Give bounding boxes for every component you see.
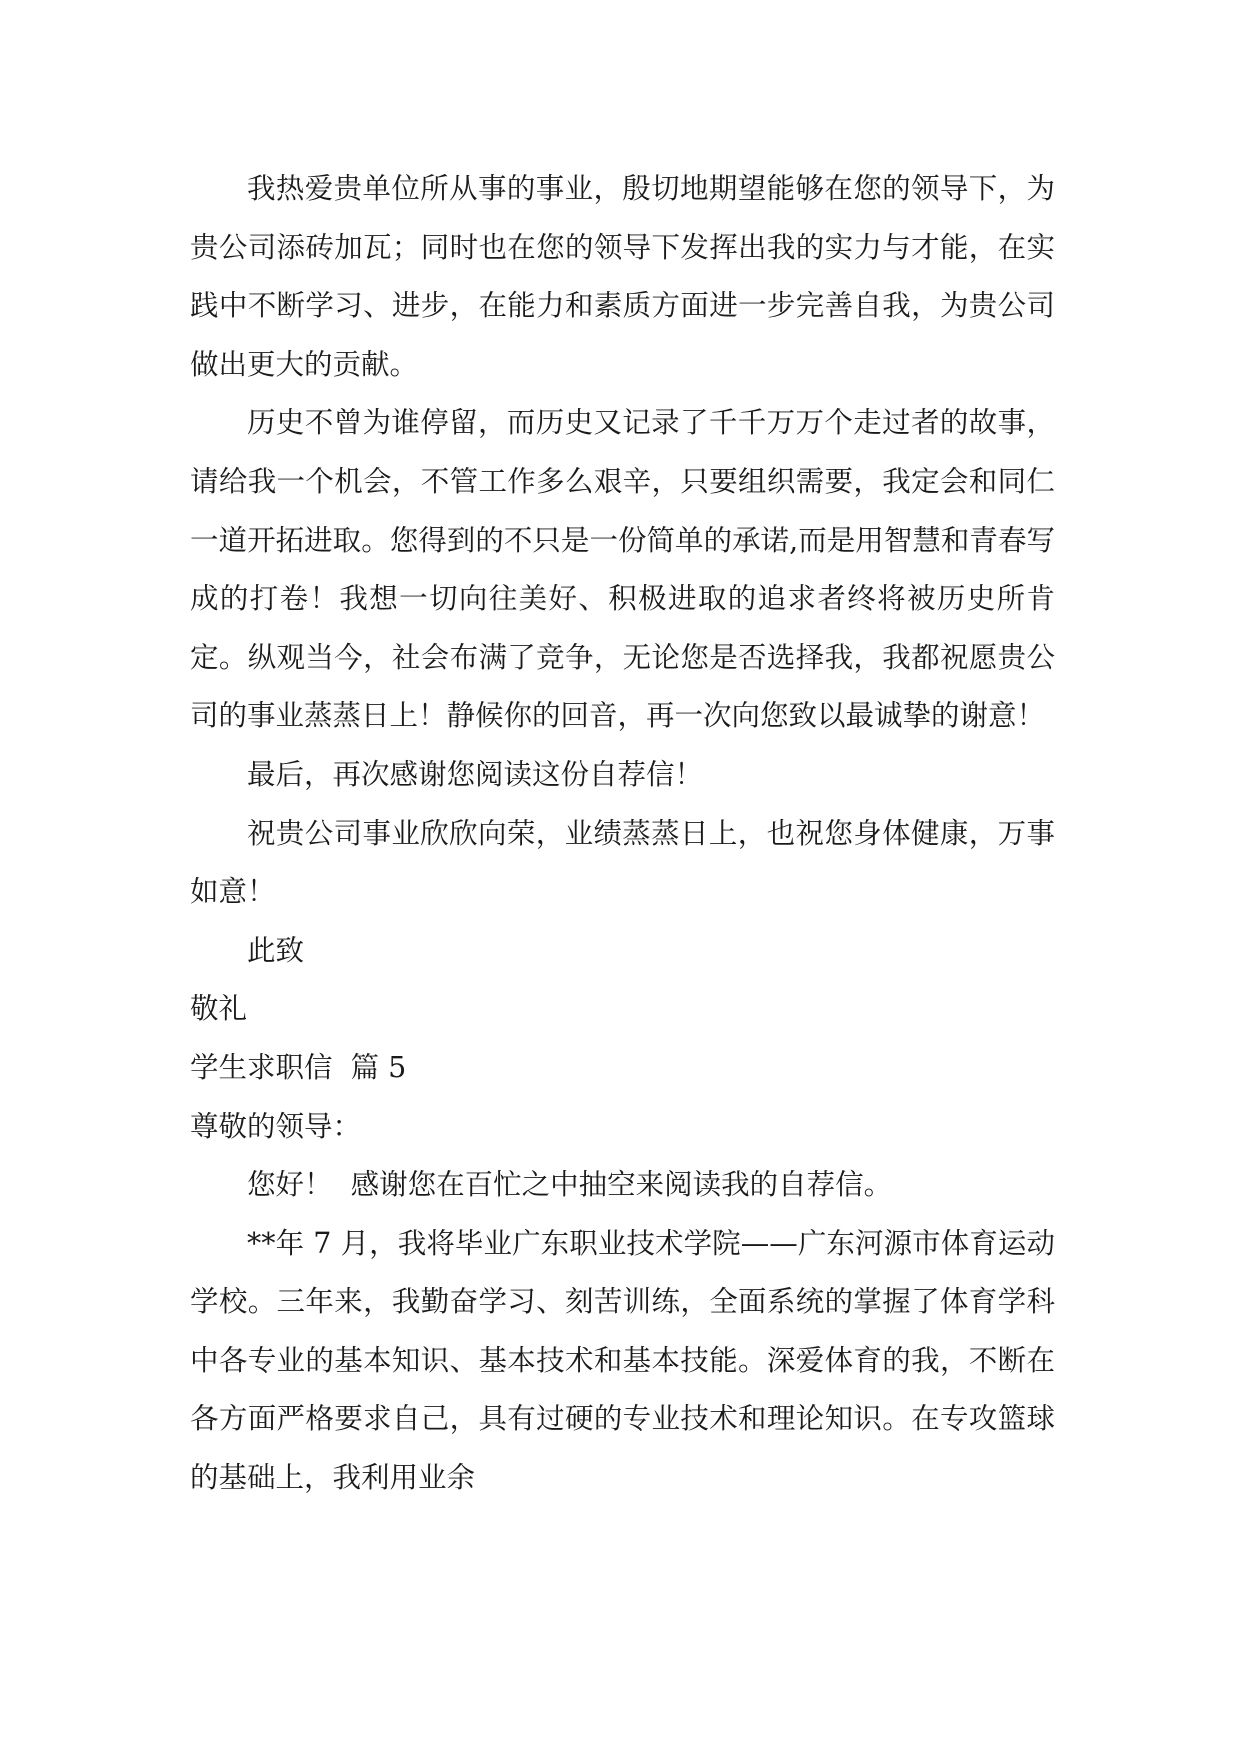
paragraph-dedication: 我热爱贵单位所从事的事业，殷切地期望能够在您的领导下，为贵公司添砖加瓦；同时也在您的领导下发挥出我的实力与才能，在实践中不断学习、进步，在能力和素质方面进一步完善自我，为贵公司做出更大的贡献。 xyxy=(190,172,1055,381)
closing-cizhi: 此致 xyxy=(247,933,305,967)
paragraph-greeting: 您好！ 感谢您在百忙之中抽空来阅读我的自荐信。 xyxy=(247,1168,893,1202)
paragraph-thanks: 最后，再次感谢您阅读这份自荐信！ xyxy=(247,757,704,791)
closing-jingli: 敬礼 xyxy=(190,992,248,1026)
paragraph-background: **年 7 月，我将毕业广东职业技术学院——广东河源市体育运动学校。三年来，我勤奋学习、刻苦训练，全面系统的掌握了体育学科中各专业的基本知识、基本技术和基本技能。深爱体育的我，不断在各方面严格要求自己，具有过硬的专业技术和理论知识。在专攻篮球的基础上，我利用业余 xyxy=(190,1226,1055,1495)
document-body xyxy=(190,160,1055,1508)
salutation: 尊敬的领导： xyxy=(190,1109,362,1143)
paragraph-request-opportunity: 历史不曾为谁停留，而历史又记录了千千万万个走过者的故事，请给我一个机会，不管工作多么艰辛，只要组织需要，我定会和同仁一道开拓进取。您得到的不只是一份简单的承诺,而是用智慧和青春写成的打卷！我想一切向往美好、积极进取的追求者终将被历史所肯定。纵观当今，社会布满了竞争，无论您是否选择我，我都祝愿贵公司的事业蒸蒸日上！静候你的回音，再一次向您致以最诚挚的谢意！ xyxy=(190,406,1055,733)
section-heading: 学生求职信 篇 5 xyxy=(190,1050,407,1084)
paragraph-wishes: 祝贵公司事业欣欣向荣，业绩蒸蒸日上，也祝您身体健康，万事如意！ xyxy=(190,816,1055,909)
